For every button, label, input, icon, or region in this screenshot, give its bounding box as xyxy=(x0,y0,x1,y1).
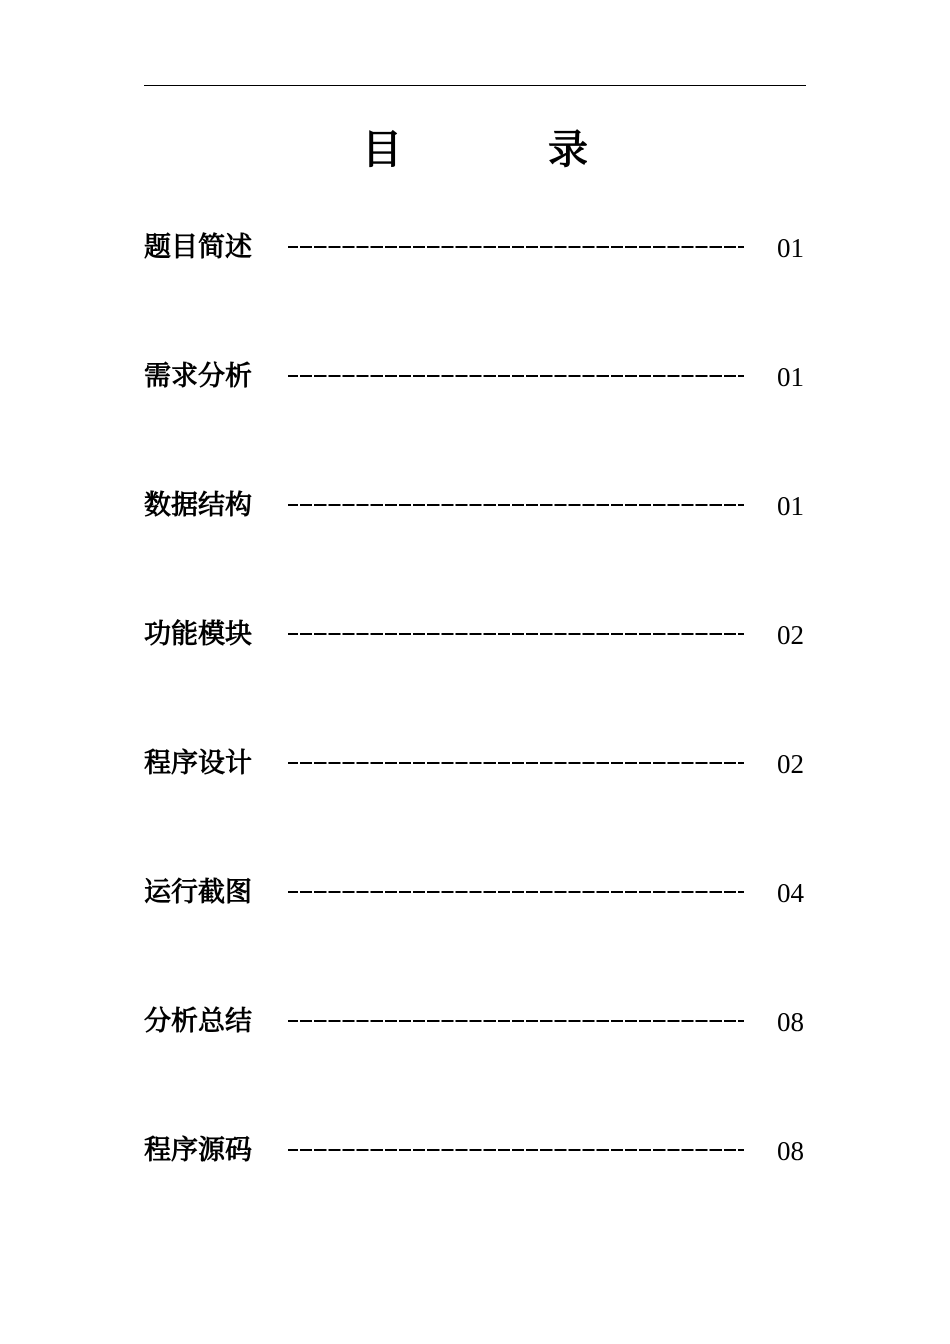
toc-entry xyxy=(144,1131,806,1171)
header-rule xyxy=(144,85,806,86)
toc-title-char-2: 录 xyxy=(548,126,588,173)
toc-entry-label: 需求分析 xyxy=(144,361,252,392)
toc-entry-label: 运行截图 xyxy=(144,877,252,908)
toc-entry-label: 程序源码 xyxy=(144,1135,252,1166)
toc-entry-page: 01 xyxy=(777,233,804,263)
toc-entry-page: 08 xyxy=(777,1007,804,1037)
toc-entry xyxy=(144,357,806,397)
toc-entry xyxy=(144,744,806,784)
toc-entry xyxy=(144,486,806,526)
toc-list xyxy=(144,228,806,1260)
toc-entry-label: 程序设计 xyxy=(144,748,252,779)
toc-entry xyxy=(144,228,806,268)
toc-entry-label: 数据结构 xyxy=(144,490,252,521)
toc-entry-page: 02 xyxy=(777,620,804,650)
toc-leader-line xyxy=(288,891,744,893)
toc-title-char-1: 目 xyxy=(362,126,402,173)
toc-entry-label: 题目简述 xyxy=(144,232,252,263)
toc-entry-page: 01 xyxy=(777,362,804,392)
toc-entry-page: 04 xyxy=(777,878,804,908)
toc-leader-line xyxy=(288,633,744,635)
toc-entry-label: 功能模块 xyxy=(144,619,252,650)
toc-title xyxy=(0,122,950,178)
toc-leader-line xyxy=(288,1020,744,1022)
toc-leader-line xyxy=(288,1149,744,1151)
toc-entry xyxy=(144,1002,806,1042)
toc-entry-page: 08 xyxy=(777,1136,804,1166)
toc-entry xyxy=(144,615,806,655)
toc-entry-page: 01 xyxy=(777,491,804,521)
toc-entry-page: 02 xyxy=(777,749,804,779)
toc-leader-line xyxy=(288,246,744,248)
toc-leader-line xyxy=(288,762,744,764)
toc-leader-line xyxy=(288,375,744,377)
toc-entry xyxy=(144,873,806,913)
toc-entry-label: 分析总结 xyxy=(144,1006,252,1037)
toc-leader-line xyxy=(288,504,744,506)
